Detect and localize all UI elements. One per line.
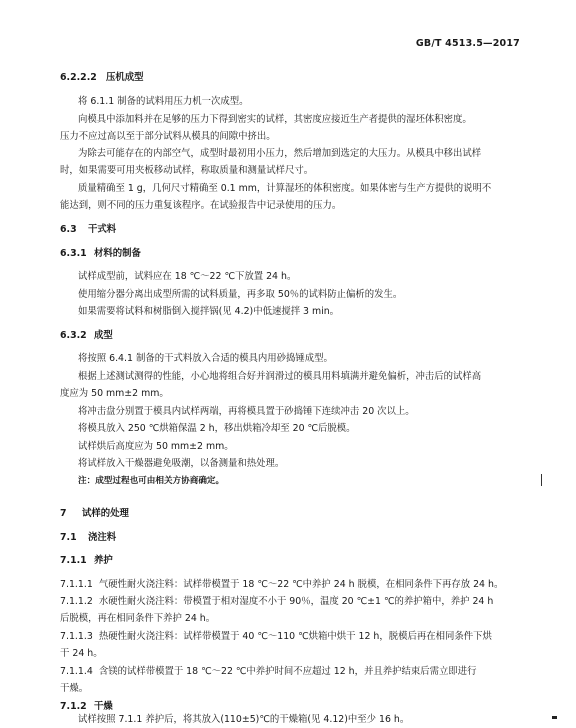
heading-7	[60, 508, 129, 520]
paragraph: 根据上述测试测得的性能，小心地将组合好并润滑过的模具用料填满并避免偏析，冲击后的试样高	[78, 371, 482, 382]
heading-7-1-2	[60, 701, 113, 713]
clause-number: 7.1.1.2	[60, 596, 93, 607]
heading-title: 成型	[94, 330, 113, 341]
heading-title: 养护	[94, 555, 113, 566]
paragraph-continuation: 压力不应过高以至于部分试料从模具的间隙中挤出。	[60, 131, 276, 142]
heading-number: 7.1.1	[60, 555, 87, 566]
clause-number: 7.1.1.3	[60, 631, 93, 642]
heading-number: 6.3	[60, 224, 77, 235]
clause-text: 含镁的试样带模置于 18 ℃～22 ℃中养护时间不应超过 12 h，并且养护结束后需立即进行	[98, 666, 477, 677]
standard-number-header: GB/T 4513.5—2017	[415, 38, 520, 49]
paragraph: 如果需要将试料和树脂倒入搅拌锅(见 4.2)中低速搅拌 3 min。	[78, 306, 340, 317]
paragraph-continuation: 能达到，则不同的压力重复该程序。在试验报告中记录使用的压力。	[60, 200, 342, 211]
clause-number: 7.1.1.4	[60, 666, 93, 677]
heading-number: 7.1.2	[60, 701, 87, 712]
heading-title: 材料的制备	[94, 248, 141, 259]
paragraph: 将按照 6.4.1 制备的干式料放入合适的模具内用砂捣锤成型。	[78, 353, 333, 364]
clause-continuation: 干 24 h。	[60, 648, 103, 659]
heading-number: 6.2.2.2	[60, 72, 97, 83]
clause-text: 气硬性耐火浇注料：试样带模置于 18 ℃～22 ℃中养护 24 h 脱模，在相同条件下再存放 24 h。	[98, 579, 504, 590]
paragraph: 质量精确至 1 g，几何尺寸精确至 0.1 mm，计算湿坯的体积密度。如果体密与生产方提供的说明不	[78, 183, 492, 194]
heading-6-3-1	[60, 248, 141, 260]
paragraph: 为除去可能存在的内部空气，成型时最初用小压力，然后增加到选定的大压力。从模具中移出试样	[78, 148, 482, 159]
paragraph: 使用缩分器分离出成型所需的试料质量，再多取 50％的试料防止偏析的发生。	[78, 289, 403, 300]
heading-title: 压机成型	[106, 72, 144, 83]
paragraph: 向模具中添加料并在足够的压力下得到密实的试样，其密度应接近生产者提供的湿坯体积密度。	[78, 114, 472, 125]
heading-title: 干燥	[94, 701, 113, 712]
heading-6-3-2	[60, 330, 113, 342]
paragraph: 试样成型前，试料应在 18 ℃～22 ℃下放置 24 h。	[78, 271, 297, 282]
heading-number: 7	[60, 508, 67, 519]
paragraph-continuation: 度应为 50 mm±2 mm。	[60, 388, 169, 399]
paragraph: 将 6.1.1 制备的试料用压力机一次成型。	[78, 96, 249, 107]
heading-7-1	[60, 532, 116, 544]
heading-title: 浇注料	[88, 532, 117, 543]
clause-7-1-1-1	[60, 579, 503, 591]
paragraph-continuation: 时，如果需要可用夹板移动试样，称取质量和测量试样尺寸。	[60, 165, 314, 176]
clause-7-1-1-4	[60, 666, 477, 678]
clause-continuation: 干燥。	[60, 683, 89, 694]
clause-number: 7.1.1.1	[60, 579, 93, 590]
paragraph: 将模具放入 250 ℃烘箱保温 2 h，移出烘箱冷却至 20 ℃后脱模。	[78, 423, 356, 434]
heading-number: 6.3.1	[60, 248, 87, 259]
paragraph: 试样烘后高度应为 50 mm±2 mm。	[78, 441, 234, 452]
heading-title: 干式料	[88, 224, 117, 235]
page-corner-mark	[552, 716, 557, 719]
clause-7-1-1-3	[60, 631, 492, 643]
heading-number: 7.1	[60, 532, 77, 543]
heading-title: 试样的处理	[82, 508, 129, 519]
paragraph: 试样按照 7.1.1 养护后，将其放入(110±5)℃的干燥箱(见 4.12)中至少 16 h。	[78, 714, 410, 725]
margin-change-bar	[541, 474, 542, 486]
heading-6-2-2-2	[60, 72, 144, 84]
clause-7-1-1-2	[60, 596, 493, 608]
paragraph: 将冲击盘分别置于模具内试样两端，再将模具置于砂捣锤下连续冲击 20 次以上。	[78, 406, 415, 417]
clause-text: 水硬性耐火浇注料：带模置于相对湿度不小于 90％，温度 20 ℃±1 ℃的养护箱中，养护 24 h	[98, 596, 494, 607]
heading-number: 6.3.2	[60, 330, 87, 341]
clause-text: 热硬性耐火浇注料：试样带模置于 40 ℃～110 ℃烘箱中烘干 12 h，脱模后再在相同条件下烘	[98, 631, 492, 642]
note: 注：成型过程也可由相关方协商确定。	[78, 476, 225, 486]
heading-6-3	[60, 224, 116, 236]
heading-7-1-1	[60, 555, 113, 567]
clause-continuation: 后脱模，再在相同条件下养护 24 h。	[60, 613, 216, 624]
paragraph: 将试样放入干燥器避免吸潮，以备测量和热处理。	[78, 458, 285, 469]
